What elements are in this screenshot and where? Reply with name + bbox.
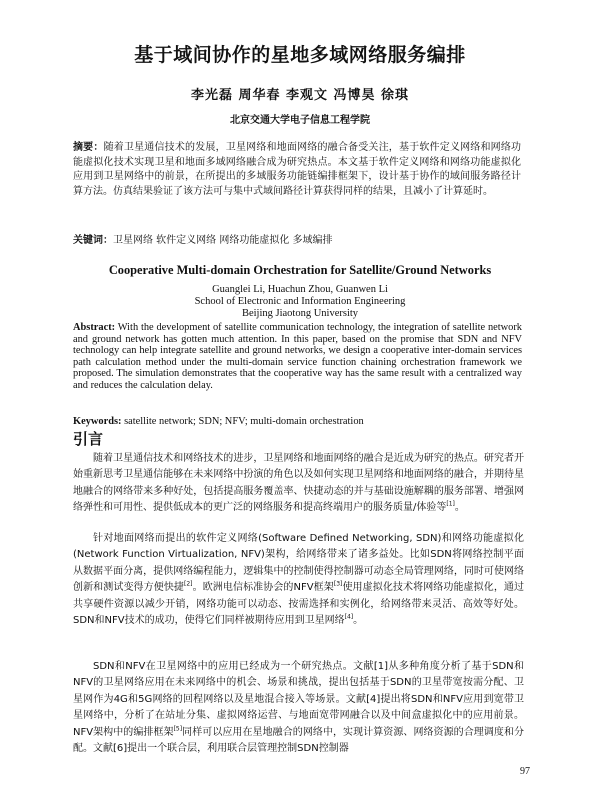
keywords-cn-label: 关键词：: [73, 235, 113, 246]
abstract-cn-label: 摘要：: [73, 142, 104, 153]
abstract-en-text: With the development of satellite communication technology, the integration of satellite network and ground network has gotten much attention. In this paper, based on the promise that SDN and NFV technology can help integrate satellite and ground networks, we design a cooperative inter-domain services path calculation method under the multi-domain service function chaining orchestration framework we proposed. The simulation demonstrates that the cooperative way has the same result with a centralized way and reduces the calculation delay.: [73, 322, 522, 391]
paper-title-en: Cooperative Multi-domain Orchestration for Satellite/Ground Networks: [108, 263, 492, 277]
keywords-en: [73, 416, 522, 428]
affiliation2-en: Beijing Jiaotong University: [241, 308, 359, 319]
abstract-cn-text: 随着卫星通信技术的发展，卫星网络和地面网络的融合备受关注，基于软件定义网络和网络功能虚拟化技术实现卫星和地面多域网络融合成为研究热点。本文基于软件定义网络和网络功能虚拟化应用到卫星网络中的前景，在所提出的多域服务功能链编排框架下，设计基于协作的域间服务路径计算方法。仿真结果验证了该方法可与集中式域间路径计算获得同样的结果，且减小了计算延时。: [73, 142, 522, 197]
citation-ref: [2]: [184, 580, 193, 588]
paragraph-2-text-a: 针对地面网络而提出的软件定义网络(Software Defined Networking, SDN)和网络功能虚拟化(Network Function Virtualization, NFV)架构，给网络带来了诸多益处。比如SDN将网络控制平面从数据平面分离，提供网络编程能力，逻辑集中的控制使得控制器可动态全局管理网络，同时可使网络创新和测试变得方便快捷: [73, 533, 524, 594]
body-paragraph-2: [73, 531, 524, 629]
paragraph-2-text-c: 使用虚拟化技术将网络功能虚拟化，通过共享硬件资源以减少开销，网络功能可以动态、按需选择和实例化，给网络带来灵活、高效等好处。SDN和NFV技术的成功，使得它们同样被期待应用到卫星网络: [73, 582, 525, 627]
affiliation-en: School of Electronic and Information Engineering: [194, 296, 406, 307]
paragraph-2-tail: 。: [353, 615, 364, 627]
section-heading-introduction: 引言: [73, 430, 104, 448]
body-paragraph-1: [73, 451, 524, 517]
paragraph-2-text-b: 。欧洲电信标准协会的NFV框架: [192, 582, 334, 594]
citation-ref: [4]: [344, 613, 354, 621]
abstract-cn: [73, 141, 521, 199]
authors-en: Guanglei Li, Huachun Zhou, Guanwen Li: [212, 284, 388, 295]
keywords-cn-text: 卫星网络 软件定义网络 网络功能虚拟化 多域编排: [113, 235, 333, 246]
citation-ref: [1]: [446, 500, 455, 508]
paragraph-3-text-b: 同样可以应用在星地融合的网络中，实现计算资源、网络资源的合理调度和分配。文献[6]提出一个联合层，利用联合层管理控制SDN控制器: [73, 726, 525, 755]
paragraph-1-text: 随着卫星通信技术和网络技术的进步，卫星网络和地面网络的融合是近成为研究的热点。研究者开始重新思考卫星通信能够在未来网络中扮演的角色以及如何实现卫星网络和地面网络的融合，并期待星地融合的网络带来多种好处，包括提高服务覆盖率、快捷动态的并与基础设施解耦的服务部署、增强网络弹性和可用性、提供低成本的更广泛的网络服务和提高终端用户的服务质量/体验等: [73, 453, 524, 514]
affiliation-cn: 北京交通大学电子信息工程学院: [230, 115, 370, 126]
authors-cn: 李光磊 周华春 李观文 冯博昊 徐琪: [190, 88, 410, 103]
citation-ref: [5]: [173, 725, 183, 733]
citation-ref: [3]: [333, 580, 343, 588]
paper-title-cn: 基于域间协作的星地多域网络服务编排: [134, 44, 466, 66]
abstract-en-label: Abstract:: [73, 322, 116, 333]
keywords-en-text: satellite network; SDN; NFV; multi-domain orchestration: [124, 416, 364, 427]
abstract-en: [73, 322, 522, 392]
paragraph-3-text-a: SDN和NFV在卫星网络中的应用已经成为一个研究热点。文献[1]从多种角度分析了基于SDN和NFV的卫星网络应用在未来网络中的机会、场景和挑战，提出包括基于SDN的卫星带宽按需分配、卫星网作为4G和5G网络的回程网络以及星地混合接入等场景。文献[4]提出将SDN和NFV应用到宽带卫星网络中，分析了在站址分集、虚拟网络运营、与地面宽带网融合以及中间盒虚拟化中的应用前景。NFV架构中的编排框架: [73, 661, 524, 738]
page-number: 97: [520, 766, 530, 777]
keywords-cn: [73, 234, 521, 248]
keywords-en-label: Keywords:: [73, 416, 122, 427]
paragraph-1-tail: 。: [454, 502, 465, 514]
body-paragraph-3: [73, 659, 524, 757]
